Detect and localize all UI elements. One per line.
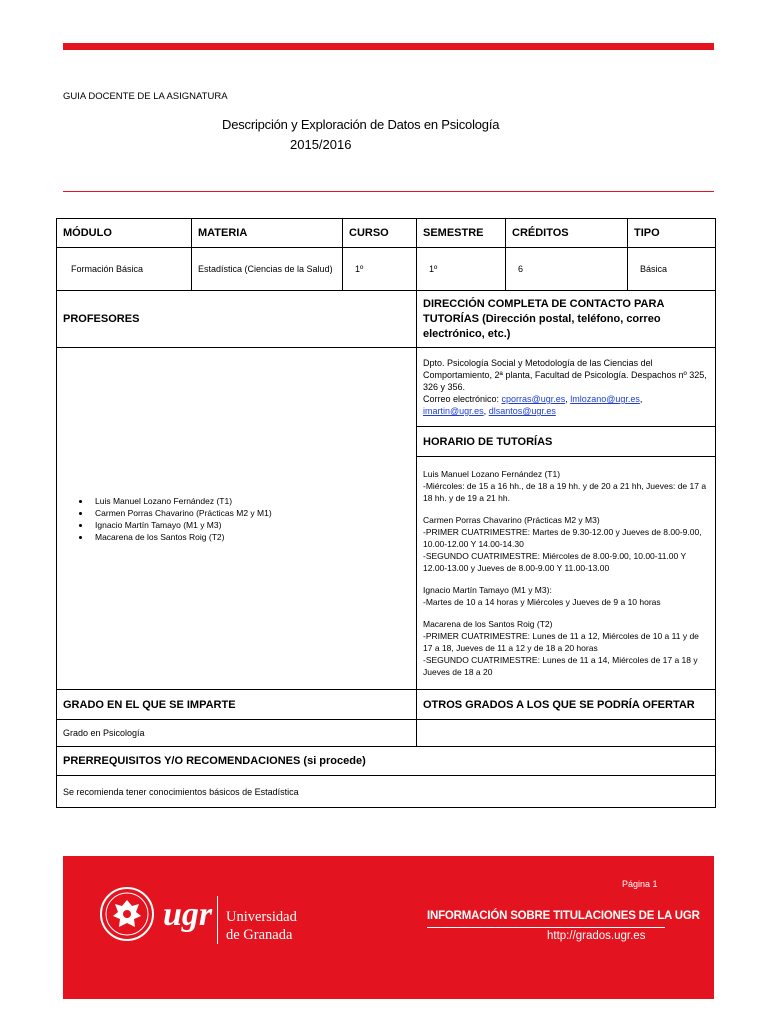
tutor-schedule: -Miércoles: de 15 a 16 hh., de 18 a 19 hh. y de 20 a 21 hh, Jueves: de 17 a 18 hh. y de 19 a 21 hh. [423, 481, 707, 503]
header-semestre: SEMESTRE [417, 219, 506, 248]
university-name-line1: Universidad [226, 909, 297, 925]
header-materia: MATERIA [192, 219, 343, 248]
header-modulo: MÓDULO [57, 219, 192, 248]
page-number: Página 1 [622, 879, 658, 889]
header-divider [63, 191, 714, 192]
info-underline [427, 927, 665, 928]
grado-header: GRADO EN EL QUE SE IMPARTE [57, 690, 417, 720]
contact-cell [417, 348, 716, 427]
tutorias-cell [417, 457, 716, 690]
tutor-name: Macarena de los Santos Roig (T2) [423, 619, 553, 629]
logo-separator [217, 896, 218, 944]
contact-address: Dpto. Psicología Social y Metodología de las Ciencias del Comportamiento, 2ª planta, Facultad de Psicología. Despachos nº 325, 326 y 356. [423, 358, 707, 392]
value-tipo: Básica [628, 248, 716, 291]
grados-url-link[interactable]: http://grados.ugr.es [547, 930, 646, 942]
email-separator: , [483, 406, 489, 416]
value-curso: 1º [343, 248, 417, 291]
header-tipo: TIPO [628, 219, 716, 248]
tutorias-header: HORARIO DE TUTORÍAS [417, 427, 716, 457]
footer-banner [63, 856, 714, 999]
tutor-name: Ignacio Martín Tamayo (M1 y M3): [423, 585, 552, 595]
value-materia: Estadística (Ciencias de la Salud) [192, 248, 343, 291]
professors-list [63, 495, 410, 543]
professors-header: PROFESORES [57, 291, 417, 348]
otros-grados-header: OTROS GRADOS A LOS QUE SE PODRÍA OFERTAR [417, 690, 716, 720]
professors-list-cell [57, 348, 417, 690]
info-title: INFORMACIÓN SOBRE TITULACIONES DE LA UGR [427, 910, 700, 922]
email-link-lmlozano[interactable]: lmlozano@ugr.es [570, 394, 640, 404]
university-name [226, 908, 297, 944]
email-link-dlsantos[interactable]: dlsantos@ugr.es [488, 406, 556, 416]
top-red-bar [63, 43, 714, 50]
ugr-logo-text: ugr [163, 896, 213, 933]
email-link-cporras[interactable]: cporras@ugr.es [501, 394, 566, 404]
academic-year: 2015/2016 [290, 137, 352, 152]
header-curso: CURSO [343, 219, 417, 248]
university-seal-icon [99, 886, 155, 942]
prereq-header: PRERREQUISITOS Y/O RECOMENDACIONES (si procede) [57, 747, 716, 776]
email-link-imartin[interactable]: imartin@ugr.es [423, 406, 484, 416]
tutor-schedule: -SEGUNDO CUATRIMESTRE: Lunes de 11 a 14, Miércoles de 17 a 18 y Jueves de 18 a 20 [423, 655, 698, 677]
value-modulo: Formación Básica [57, 248, 192, 291]
professor-item: • Carmen Porras Chavarino (Prácticas M2 y M1) [91, 507, 410, 519]
contact-emails [423, 393, 709, 417]
header-creditos: CRÉDITOS [506, 219, 628, 248]
professor-item: • Luis Manuel Lozano Fernández (T1) [91, 495, 410, 507]
tutor-schedule: -Martes de 10 a 14 horas y Miércoles y Jueves de 9 a 10 horas [423, 597, 661, 607]
otros-grados-value [417, 720, 716, 747]
email-label: Correo electrónico: [423, 394, 502, 404]
value-creditos: 6 [506, 248, 628, 291]
prereq-value: Se recomienda tener conocimientos básicos de Estadística [57, 776, 716, 808]
professor-item: • Macarena de los Santos Roig (T2) [91, 531, 410, 543]
email-separator: , [639, 394, 643, 404]
tutor-name: Luis Manuel Lozano Fernández (T1) [423, 469, 561, 479]
email-separator: , [565, 394, 571, 404]
university-name-line2: de Granada [226, 927, 293, 943]
guide-label: GUIA DOCENTE DE LA ASIGNATURA [63, 91, 228, 102]
value-semestre: 1º [417, 248, 506, 291]
contact-header: DIRECCIÓN COMPLETA DE CONTACTO PARA TUTORÍAS (Dirección postal, teléfono, correo electrónico, etc.) [417, 291, 716, 348]
tutor-schedule: -SEGUNDO CUATRIMESTRE: Miércoles de 8.00-9.00, 10.00-11.00 Y 12.00-13.00 y Jueves de 8.00-9.00 Y 11.00-13.00 [423, 551, 686, 573]
tutor-schedule: -PRIMER CUATRIMESTRE: Lunes de 11 a 12, Miércoles de 10 a 11 y de 17 a 18, Jueves de 11 a 12 y de 18 a 20 horas [423, 631, 699, 653]
tutor-schedule: -PRIMER CUATRIMESTRE: Martes de 9.30-12.00 y Jueves de 8.00-9.00, 10.00-12.00 Y 14.00-14.30 [423, 527, 702, 549]
tutor-name: Carmen Porras Chavarino (Prácticas M2 y M3) [423, 515, 600, 525]
course-info-table [56, 218, 716, 808]
grado-value: Grado en Psicología [57, 720, 417, 747]
professor-item: • Ignacio Martín Tamayo (M1 y M3) [91, 519, 410, 531]
course-title: Descripción y Exploración de Datos en Psicología [222, 117, 500, 132]
